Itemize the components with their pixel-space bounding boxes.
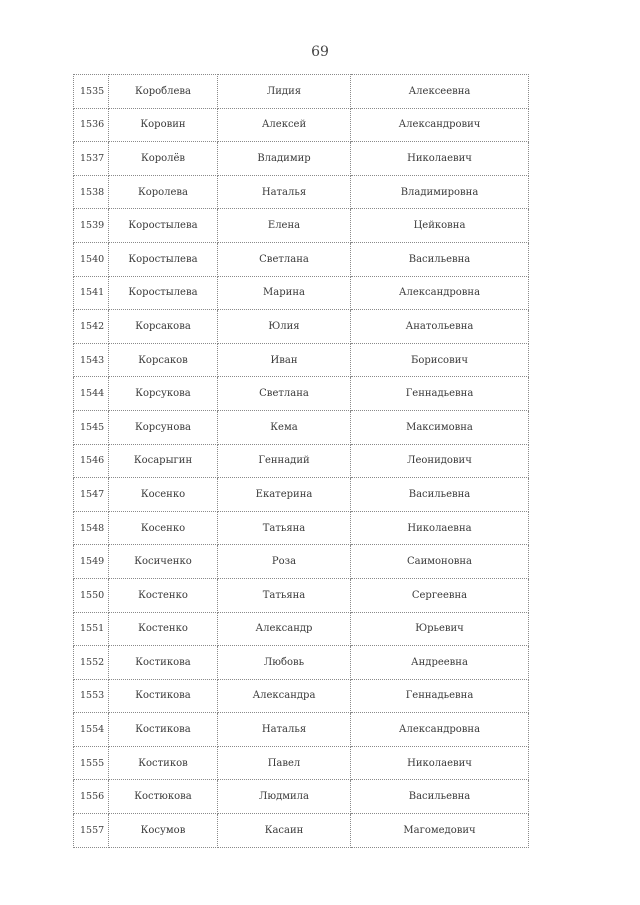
patronymic-cell: Александрович xyxy=(351,108,529,142)
row-number-cell: 1544 xyxy=(74,377,109,411)
patronymic-cell: Александровна xyxy=(351,276,529,310)
table-row xyxy=(74,75,529,109)
first-name-cell: Лидия xyxy=(218,75,351,109)
surname-cell: Косиченко xyxy=(109,545,218,579)
first-name-cell: Татьяна xyxy=(218,578,351,612)
surname-cell: Коростылева xyxy=(109,242,218,276)
patronymic-cell: Николаевич xyxy=(351,142,529,176)
surname-cell: Корсукова xyxy=(109,377,218,411)
surname-cell: Корсакова xyxy=(109,310,218,344)
surname-cell: Коростылева xyxy=(109,209,218,243)
table-row xyxy=(74,444,529,478)
table-row xyxy=(74,310,529,344)
table-row xyxy=(74,545,529,579)
row-number-cell: 1545 xyxy=(74,410,109,444)
patronymic-cell: Васильевна xyxy=(351,780,529,814)
patronymic-cell: Владимировна xyxy=(351,175,529,209)
first-name-cell: Александра xyxy=(218,679,351,713)
first-name-cell: Владимир xyxy=(218,142,351,176)
surname-cell: Косарыгин xyxy=(109,444,218,478)
patronymic-cell: Анатольевна xyxy=(351,310,529,344)
surname-cell: Костиков xyxy=(109,746,218,780)
surname-cell: Коростылева xyxy=(109,276,218,310)
first-name-cell: Наталья xyxy=(218,713,351,747)
patronymic-cell: Васильевна xyxy=(351,478,529,512)
table-row xyxy=(74,746,529,780)
patronymic-cell: Николаевна xyxy=(351,511,529,545)
surname-cell: Косенко xyxy=(109,511,218,545)
row-number-cell: 1550 xyxy=(74,578,109,612)
row-number-cell: 1549 xyxy=(74,545,109,579)
page-number: 69 xyxy=(311,44,329,60)
patronymic-cell: Алексеевна xyxy=(351,75,529,109)
table-row xyxy=(74,343,529,377)
patronymic-cell: Цейковна xyxy=(351,209,529,243)
table-row xyxy=(74,108,529,142)
patronymic-cell: Андреевна xyxy=(351,646,529,680)
first-name-cell: Марина xyxy=(218,276,351,310)
surname-cell: Корсунова xyxy=(109,410,218,444)
table-row xyxy=(74,242,529,276)
row-number-cell: 1543 xyxy=(74,343,109,377)
patronymic-cell: Геннадьевна xyxy=(351,377,529,411)
surname-cell: Костикова xyxy=(109,713,218,747)
table-row xyxy=(74,646,529,680)
row-number-cell: 1538 xyxy=(74,175,109,209)
first-name-cell: Екатерина xyxy=(218,478,351,512)
first-name-cell: Татьяна xyxy=(218,511,351,545)
surname-cell: Корсаков xyxy=(109,343,218,377)
table-row xyxy=(74,679,529,713)
row-number-cell: 1552 xyxy=(74,646,109,680)
surname-cell: Косенко xyxy=(109,478,218,512)
row-number-cell: 1537 xyxy=(74,142,109,176)
patronymic-cell: Леонидович xyxy=(351,444,529,478)
row-number-cell: 1539 xyxy=(74,209,109,243)
row-number-cell: 1540 xyxy=(74,242,109,276)
patronymic-cell: Николаевич xyxy=(351,746,529,780)
surname-cell: Коровин xyxy=(109,108,218,142)
table-row xyxy=(74,578,529,612)
row-number-cell: 1547 xyxy=(74,478,109,512)
surname-cell: Косумов xyxy=(109,814,218,848)
surname-cell: Королева xyxy=(109,175,218,209)
row-number-cell: 1557 xyxy=(74,814,109,848)
table-row xyxy=(74,814,529,848)
table-row xyxy=(74,276,529,310)
table-row xyxy=(74,511,529,545)
surname-cell: Королёв xyxy=(109,142,218,176)
patronymic-cell: Магомедович xyxy=(351,814,529,848)
first-name-cell: Светлана xyxy=(218,377,351,411)
patronymic-cell: Саимоновна xyxy=(351,545,529,579)
first-name-cell: Алексей xyxy=(218,108,351,142)
patronymic-cell: Сергеевна xyxy=(351,578,529,612)
table-row xyxy=(74,780,529,814)
row-number-cell: 1555 xyxy=(74,746,109,780)
row-number-cell: 1536 xyxy=(74,108,109,142)
first-name-cell: Людмила xyxy=(218,780,351,814)
surname-cell: Костикова xyxy=(109,679,218,713)
surname-cell: Костенко xyxy=(109,578,218,612)
table-row xyxy=(74,612,529,646)
patronymic-cell: Александровна xyxy=(351,713,529,747)
row-number-cell: 1541 xyxy=(74,276,109,310)
first-name-cell: Юлия xyxy=(218,310,351,344)
row-number-cell: 1542 xyxy=(74,310,109,344)
patronymic-cell: Максимовна xyxy=(351,410,529,444)
patronymic-cell: Борисович xyxy=(351,343,529,377)
first-name-cell: Александр xyxy=(218,612,351,646)
table-body xyxy=(74,75,529,848)
patronymic-cell: Васильевна xyxy=(351,242,529,276)
first-name-cell: Касаин xyxy=(218,814,351,848)
surname-cell: Короблева xyxy=(109,75,218,109)
first-name-cell: Наталья xyxy=(218,175,351,209)
name-list-table xyxy=(73,74,529,848)
row-number-cell: 1554 xyxy=(74,713,109,747)
table-row xyxy=(74,209,529,243)
first-name-cell: Павел xyxy=(218,746,351,780)
patronymic-cell: Геннадьевна xyxy=(351,679,529,713)
row-number-cell: 1535 xyxy=(74,75,109,109)
table-row xyxy=(74,478,529,512)
row-number-cell: 1548 xyxy=(74,511,109,545)
table-row xyxy=(74,175,529,209)
row-number-cell: 1556 xyxy=(74,780,109,814)
first-name-cell: Геннадий xyxy=(218,444,351,478)
first-name-cell: Елена xyxy=(218,209,351,243)
surname-cell: Костюкова xyxy=(109,780,218,814)
row-number-cell: 1553 xyxy=(74,679,109,713)
surname-cell: Костикова xyxy=(109,646,218,680)
table-row xyxy=(74,377,529,411)
patronymic-cell: Юрьевич xyxy=(351,612,529,646)
first-name-cell: Иван xyxy=(218,343,351,377)
row-number-cell: 1551 xyxy=(74,612,109,646)
table-row xyxy=(74,410,529,444)
first-name-cell: Любовь xyxy=(218,646,351,680)
first-name-cell: Светлана xyxy=(218,242,351,276)
table-row xyxy=(74,142,529,176)
first-name-cell: Кема xyxy=(218,410,351,444)
table-row xyxy=(74,713,529,747)
surname-cell: Костенко xyxy=(109,612,218,646)
row-number-cell: 1546 xyxy=(74,444,109,478)
first-name-cell: Роза xyxy=(218,545,351,579)
